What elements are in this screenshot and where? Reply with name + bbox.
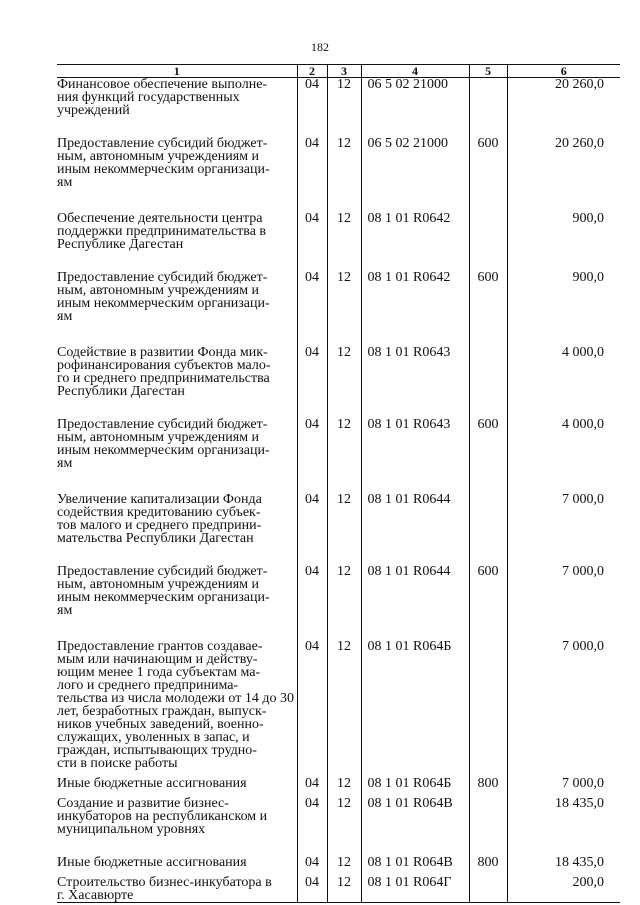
row-amount-cell: 7 000,0 [507,493,620,565]
table-body [57,78,620,903]
row-target-article-cell: 08 1 01 R064Б [361,640,469,777]
table-row [57,418,620,493]
row-name-line: тельства из числа молодежи от 14 до 30 [57,691,294,706]
row-name-line: содействия кредитованию субъек- [57,505,261,520]
row-expense-type-cell [469,640,507,777]
row-name-line: Содействие в развитии Фонда мик- [57,345,268,360]
row-name-line: ющим менее 1 года субъектам ма- [57,665,261,680]
page-number: 182 [311,40,329,54]
row-name-line: Иные бюджетные ассигнования [57,776,247,791]
budget-table [57,64,620,902]
row-amount-cell: 7 000,0 [507,640,620,777]
row-section-cell: 04 [297,640,327,777]
row-name-line: Предоставление субсидий бюджет- [57,270,268,285]
row-name-line: Создание и развитие бизнес- [57,796,229,811]
row-section-cell: 04 [297,777,327,797]
row-name-cell [57,271,297,346]
row-amount-cell: 900,0 [507,212,620,271]
row-name-cell [57,137,297,212]
row-name-cell [57,346,297,418]
row-target-article-cell: 08 1 01 R0642 [361,271,469,346]
row-name-line: учреждений [57,103,130,118]
row-name-line: муниципальном уровнях [57,822,206,837]
row-name-line: Строительство бизнес-инкубатора в [57,875,272,890]
row-amount-cell: 20 260,0 [507,78,620,138]
row-name-line: Финансовое обеспечение выполне- [57,77,268,92]
row-name-cell [57,856,297,876]
row-target-article-cell: 08 1 01 R0644 [361,565,469,640]
row-target-article-cell: 08 1 01 R0644 [361,493,469,565]
row-target-article-cell: 08 1 01 R064Г [361,876,469,902]
row-subsection-cell: 12 [327,640,361,777]
row-name-line: иным некоммерческим организаци- [57,443,270,458]
table-row [57,797,620,856]
row-amount-cell: 4 000,0 [507,346,620,418]
row-name-line: ния функций государственных [57,90,240,105]
column-header-target-article: 4 [361,65,469,78]
row-name-line: лого и среднего предпринима- [57,678,239,693]
row-subsection-cell: 12 [327,78,361,138]
row-amount-cell: 200,0 [507,876,620,902]
row-name-line: лет, безработных граждан, выпуск- [57,704,267,719]
row-name-line: поддержки предпринимательства в [57,224,267,239]
row-subsection-cell: 12 [327,418,361,493]
row-target-article-cell: 08 1 01 R0643 [361,346,469,418]
table-row [57,78,620,138]
row-name-cell [57,418,297,493]
row-amount-cell: 20 260,0 [507,137,620,212]
row-subsection-cell: 12 [327,271,361,346]
column-header-expense-type: 5 [469,65,507,78]
row-target-article-cell: 08 1 01 R064В [361,856,469,876]
table-row [57,346,620,418]
table-bottom-border [57,902,620,903]
column-header-amount: 6 [507,65,620,78]
row-name-line: Предоставление субсидий бюджет- [57,564,268,579]
row-name-line: Обеспечение деятельности центра [57,211,263,226]
row-expense-type-cell: 600 [469,565,507,640]
row-subsection-cell: 12 [327,565,361,640]
row-expense-type-cell: 800 [469,777,507,797]
row-section-cell: 04 [297,493,327,565]
row-target-article-cell: 06 5 02 21000 [361,78,469,138]
row-target-article-cell: 06 5 02 21000 [361,137,469,212]
row-section-cell: 04 [297,346,327,418]
row-section-cell: 04 [297,212,327,271]
column-header-section: 2 [297,65,327,78]
row-name-cell [57,797,297,856]
row-name-line: рофинансирования субъектов мало- [57,358,271,373]
row-name-line: Увеличение капитализации Фонда [57,492,262,507]
row-expense-type-cell [469,78,507,138]
row-name-line: ным, автономным учреждениям и [57,283,260,298]
row-subsection-cell: 12 [327,777,361,797]
table-row [57,856,620,876]
row-name-line: ям [57,456,73,471]
row-name-line: иным некоммерческим организаци- [57,590,270,605]
table-row [57,137,620,212]
row-name-line: Иные бюджетные ассигнования [57,855,247,870]
row-name-line: Республике Дагестан [57,237,184,252]
row-amount-cell: 7 000,0 [507,565,620,640]
row-expense-type-cell: 600 [469,271,507,346]
row-name-line: Предоставление субсидий бюджет- [57,136,268,151]
row-expense-type-cell [469,797,507,856]
row-section-cell: 04 [297,418,327,493]
row-expense-type-cell: 600 [469,137,507,212]
row-subsection-cell: 12 [327,346,361,418]
row-section-cell: 04 [297,137,327,212]
column-header-subsection: 3 [327,65,361,78]
row-expense-type-cell [469,346,507,418]
row-name-line: служащих, уволенных в запас, и [57,730,250,745]
column-header-name: 1 [57,65,297,78]
row-name-line: Предоставление грантов создавае- [57,639,263,654]
row-name-line: инкубаторов на республиканском и [57,809,268,824]
row-name-line: Предоставление субсидий бюджет- [57,417,268,432]
row-subsection-cell: 12 [327,137,361,212]
row-amount-cell: 4 000,0 [507,418,620,493]
row-section-cell: 04 [297,565,327,640]
row-name-line: г. Хасавюрте [57,888,134,903]
row-name-cell [57,640,297,777]
row-expense-type-cell [469,876,507,902]
row-name-line: ным, автономным учреждениям и [57,430,260,445]
row-name-cell [57,78,297,138]
row-expense-type-cell: 600 [469,418,507,493]
table-row [57,777,620,797]
row-target-article-cell: 08 1 01 R0643 [361,418,469,493]
row-amount-cell: 18 435,0 [507,797,620,856]
row-name-line: мым или начинающим и действу- [57,652,258,667]
row-section-cell: 04 [297,856,327,876]
row-name-line: ным, автономным учреждениям и [57,577,260,592]
row-section-cell: 04 [297,78,327,138]
row-target-article-cell: 08 1 01 R0642 [361,212,469,271]
table-header-row [57,65,620,78]
row-name-cell [57,565,297,640]
row-name-line: мательства Республики Дагестан [57,531,254,546]
row-name-line: ным, автономным учреждениям и [57,149,260,164]
table-row [57,493,620,565]
row-name-line: ям [57,603,73,618]
row-name-line: ников учебных заведений, военно- [57,717,264,732]
row-subsection-cell: 12 [327,797,361,856]
row-name-line: ям [57,309,73,324]
row-target-article-cell: 08 1 01 R064В [361,797,469,856]
row-subsection-cell: 12 [327,493,361,565]
row-subsection-cell: 12 [327,876,361,902]
row-name-line: сти в поиске работы [57,756,178,771]
row-name-line: граждан, испытывающих трудно- [57,743,257,758]
row-name-cell [57,777,297,797]
row-expense-type-cell: 800 [469,856,507,876]
row-subsection-cell: 12 [327,856,361,876]
row-amount-cell: 900,0 [507,271,620,346]
row-name-cell [57,212,297,271]
row-name-line: иным некоммерческим организаци- [57,296,270,311]
row-name-cell [57,876,297,902]
row-section-cell: 04 [297,876,327,902]
table-row [57,565,620,640]
row-name-line: Республики Дагестан [57,384,185,399]
row-name-line: ям [57,175,73,190]
row-name-cell [57,493,297,565]
row-expense-type-cell [469,493,507,565]
row-amount-cell: 7 000,0 [507,777,620,797]
row-amount-cell: 18 435,0 [507,856,620,876]
table-row [57,640,620,777]
row-section-cell: 04 [297,797,327,856]
row-name-line: иным некоммерческим организаци- [57,162,270,177]
table-row [57,876,620,902]
row-subsection-cell: 12 [327,212,361,271]
row-target-article-cell: 08 1 01 R064Б [361,777,469,797]
table-row [57,212,620,271]
row-name-line: тов малого и среднего предприни- [57,518,262,533]
table-row [57,271,620,346]
row-name-line: го и среднего предпринимательства [57,371,270,386]
row-section-cell: 04 [297,271,327,346]
row-expense-type-cell [469,212,507,271]
